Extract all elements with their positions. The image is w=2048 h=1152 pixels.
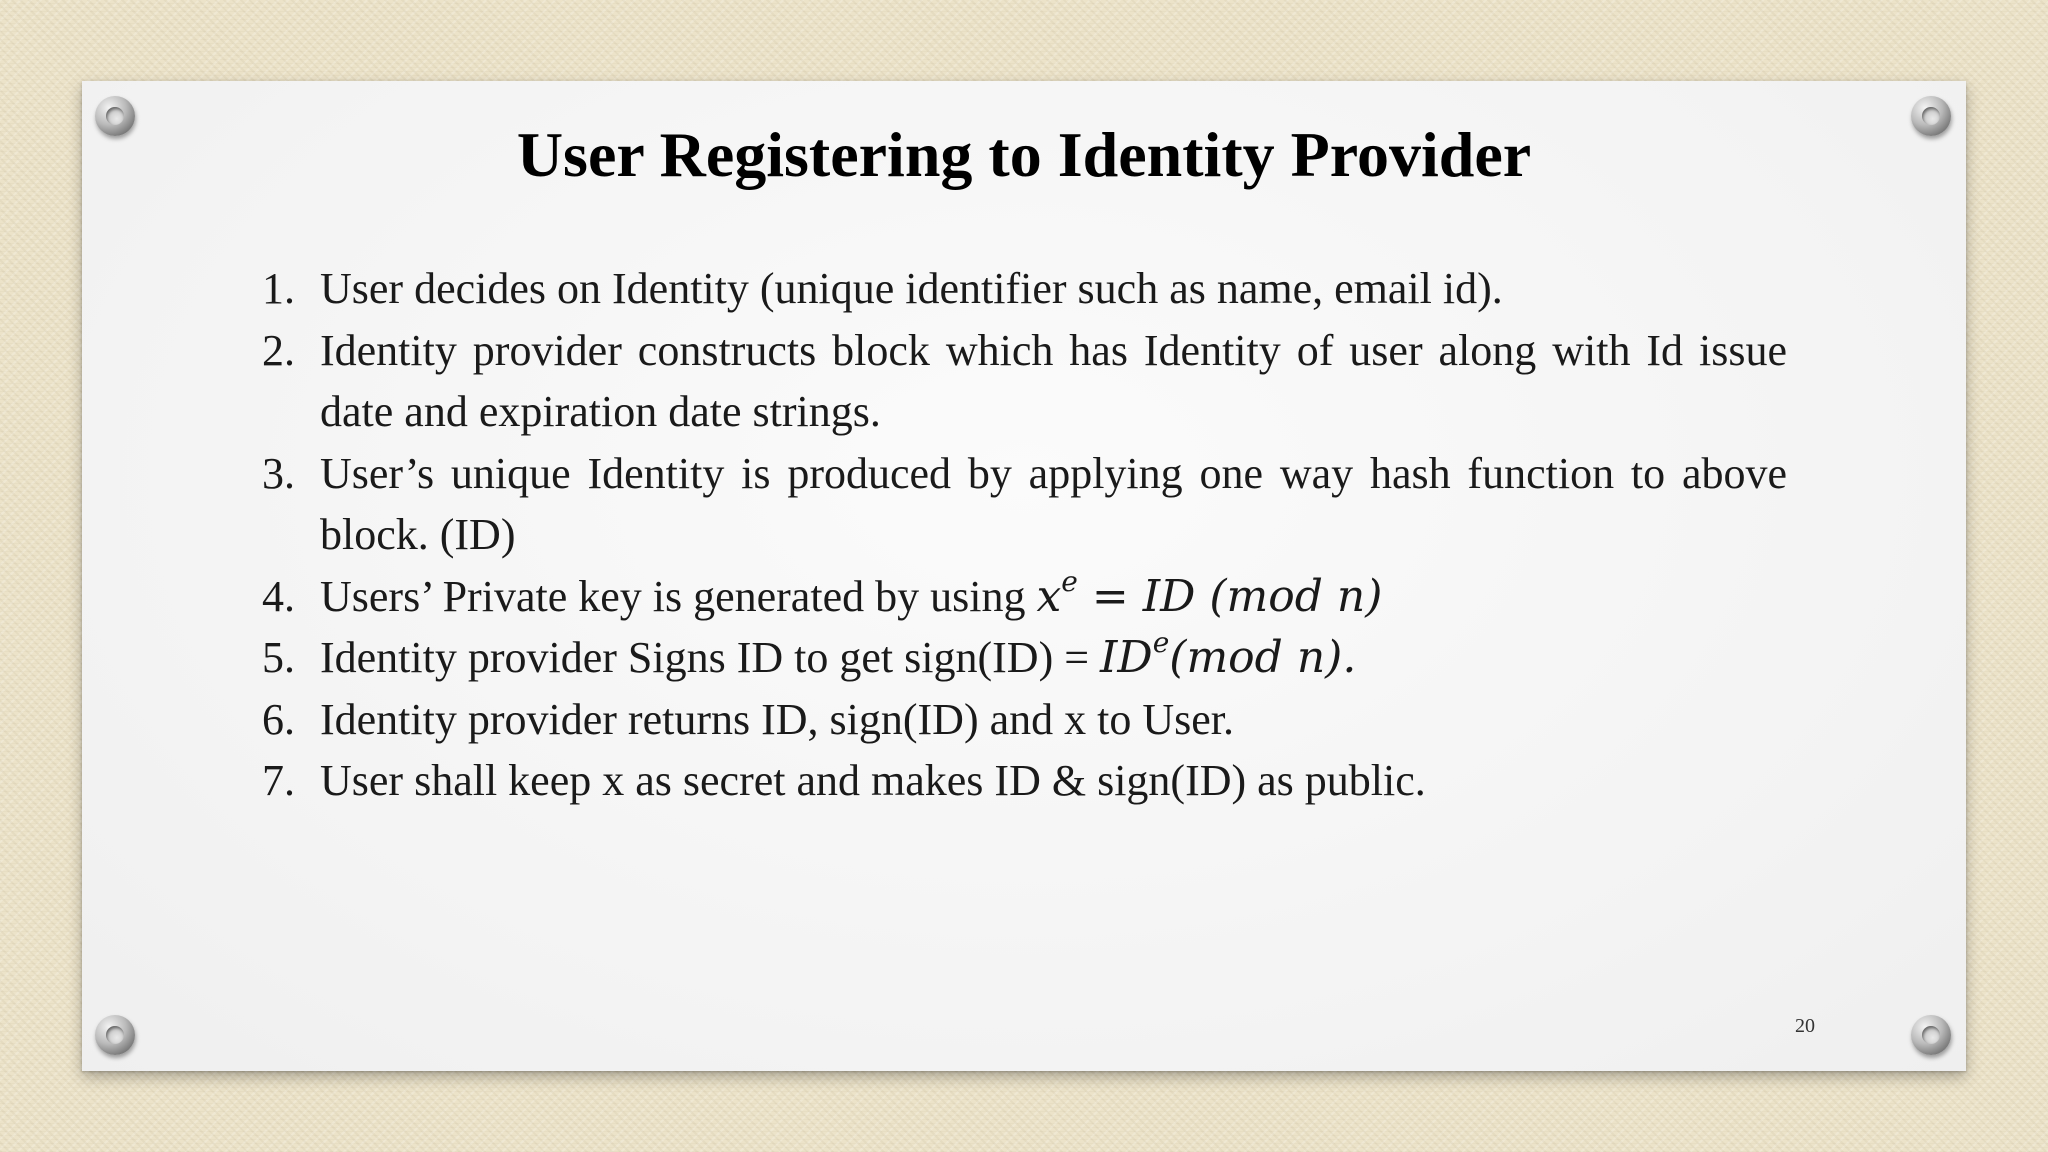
equation-base: ID [1100, 632, 1153, 683]
list-item-text: Identity provider Signs ID to get sign(ID) = [320, 633, 1101, 682]
grommet-bottom-left-icon [95, 1015, 135, 1055]
list-item [262, 689, 1787, 751]
list-item-number: 2. [262, 325, 295, 375]
list-item-number: 1. [262, 264, 295, 313]
list-item-number: 5. [262, 633, 295, 682]
list-item [262, 443, 1787, 566]
equation-rest: = ID (mod n) [1077, 570, 1383, 622]
slide-title: User Registering to Identity Provider [516, 119, 1532, 190]
list-item [262, 258, 1787, 320]
list-item-text: Identity provider returns ID, sign(ID) and x to User. [320, 694, 1235, 744]
equation-base: x [1036, 570, 1062, 622]
list-item [262, 750, 1787, 812]
page-number: 20 [1795, 1015, 1815, 1037]
list-item-text: User’s unique Identity is produced by applying one way hash function to above block. (ID) [320, 448, 1787, 559]
grommet-bottom-right-icon [1911, 1015, 1951, 1055]
list-item-text: User shall keep x as secret and makes ID & sign(ID) as public. [320, 756, 1426, 805]
list-item-text: Identity provider constructs block which has Identity of user along with Id issue date and expiration date strings. [320, 325, 1787, 436]
list-item-number: 3. [262, 448, 295, 498]
list-item-text: Users’ Private key is generated by using [320, 571, 1037, 621]
list-item [262, 566, 1787, 628]
list-item-number: 6. [262, 694, 295, 744]
list-item [262, 627, 1787, 689]
private-key-equation [1036, 564, 1383, 622]
list-item-number: 7. [262, 756, 295, 805]
step-list [262, 258, 1787, 812]
signature-equation [1100, 626, 1357, 683]
list-item-number: 4. [262, 571, 295, 621]
list-item [262, 320, 1787, 443]
equation-exponent: e [1061, 564, 1078, 598]
list-item-text: User decides on Identity (unique identifier such as name, email id). [320, 264, 1503, 313]
equation-exponent: e [1152, 626, 1170, 659]
equation-rest: (mod n). [1169, 632, 1357, 683]
